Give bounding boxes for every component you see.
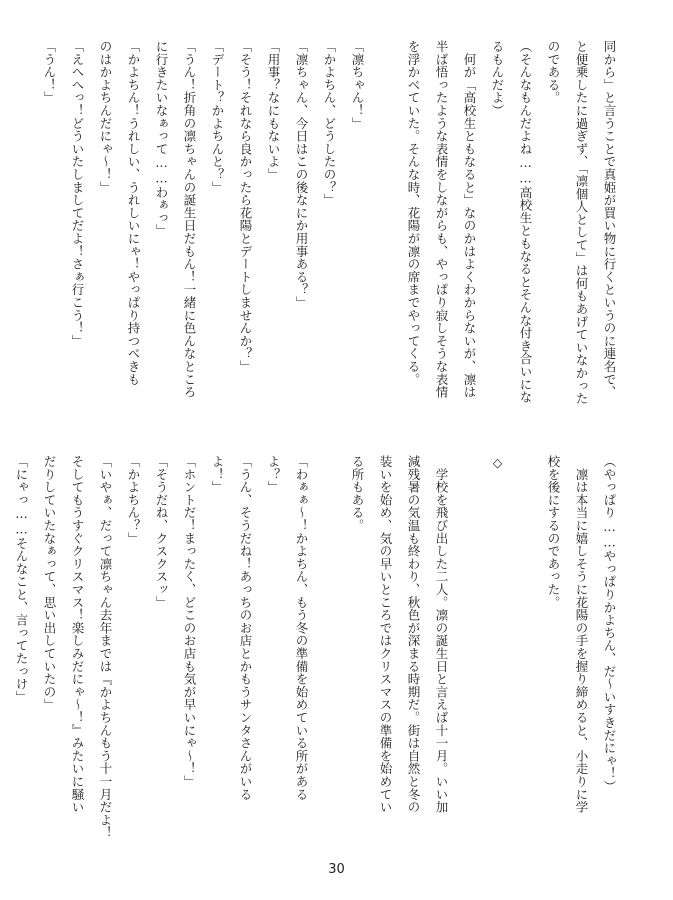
text-line: 「デート？かよちんと？」	[210, 40, 225, 194]
blank-line	[7, 40, 35, 410]
blank-line	[371, 40, 399, 410]
text-block-bottom	[14, 455, 623, 839]
text-line: よ？」	[266, 455, 281, 494]
text-line: 「うん！折角の凛ちゃんの誕生日だもん！一緒に色んなところ	[182, 40, 197, 399]
text-line: 「凛ちゃん、今日はこの後なにか用事ある？」	[294, 40, 309, 309]
text-line: 「そう！それなら良かったら花陽とデートしませんか？」	[238, 40, 253, 373]
text-line: よ！」	[210, 455, 225, 494]
text-line: 同から」と言うことで真姫が買い物に行くというのに連名で、	[602, 40, 617, 399]
text-line: と便乗したに過ぎず、「凛個人として」は何もあげていなかった	[574, 40, 589, 405]
text-line: 装いを始め、気の早いところではクリスマスの準備を始めてい	[378, 455, 393, 814]
text-line: 何が「高校生ともなると」なのかはよくわからないが、凛は	[462, 40, 477, 399]
text-line: 「そうだね、クスクスッ」	[154, 455, 169, 609]
blank-line	[315, 455, 343, 830]
text-line: 「用事？なにもないよ」	[266, 40, 281, 181]
text-line: 「わぁぁ〜！かよちん、もう冬の準備を始めている所がある	[294, 455, 309, 801]
text-line: 「いやぁ、だって凛ちゃん去年までは『かよちんもう十一月だよ！	[98, 455, 113, 839]
text-block-top	[42, 40, 623, 410]
text-line: を浮かべていた。そんな時、花陽が凛の席までやってくる。	[406, 40, 421, 386]
text-line: 「凛ちゃん！」	[350, 40, 365, 130]
text-line: そしてもうすぐクリスマス！楽しみだにゃ〜！』みたいに騒い	[70, 455, 85, 814]
text-line: 校を後にするのであった。	[546, 455, 561, 609]
text-line: るもんだよ）	[490, 40, 505, 117]
text-line: 「かよちん？」	[126, 455, 141, 545]
text-line: のである。	[546, 40, 561, 104]
text-line	[0, 455, 7, 830]
text-line: 「にゃっ……そんなこと、言ってたっけ」	[14, 455, 29, 704]
text-line: 「えへへっ！どういたしましてだよ！さぁ行こう！」	[70, 40, 85, 348]
text-line: に行きたいなぁって……わぁっ」	[154, 40, 169, 237]
text-line: （そんなもんだよね……高校生ともなるとそんな付き合いにな	[518, 40, 533, 404]
text-line: だりしていたなぁって、思い出していたの」	[42, 455, 57, 711]
text-line: のはかよちんだにゃ〜！」	[98, 40, 113, 194]
text-line: 「うん！」	[42, 40, 57, 104]
page-number: 30	[328, 862, 345, 877]
text-line: 減残暑の気温も終わり、秋色が深まる時期だ。街は自然と冬の	[406, 455, 421, 814]
text-line	[0, 40, 7, 410]
text-line: 学校を飛び出した二人。凛の誕生日と言えば十一月。いい加	[434, 455, 449, 814]
text-line: 「うん、そうだね！あっちのお店とかもうサンタさんがいる	[238, 455, 253, 801]
text-line: 「かよちん、どうしたの？」	[322, 40, 337, 207]
text-line: る所もある。	[350, 455, 365, 532]
scene-break-symbol: ◇	[490, 455, 505, 471]
text-line: 「かよちん！うれしい、うれしいにゃ！やっぱり持つべきも	[126, 40, 141, 386]
blank-line	[455, 455, 483, 830]
blank-line	[511, 455, 539, 830]
text-line: 凛は本当に嬉しそうに花陽の手を握り締めると、小走りに学	[574, 455, 589, 814]
text-line: 「ホントだ！まったく、どこのお店も気が早いにゃ〜！」	[182, 455, 197, 788]
text-line: 半ば悟ったような表情をしながらも、やっぱり寂しそうな表情	[434, 40, 449, 399]
text-line: （やっぱり……やっぱりかよちん、だ〜いすきだにゃ！）	[602, 455, 617, 793]
